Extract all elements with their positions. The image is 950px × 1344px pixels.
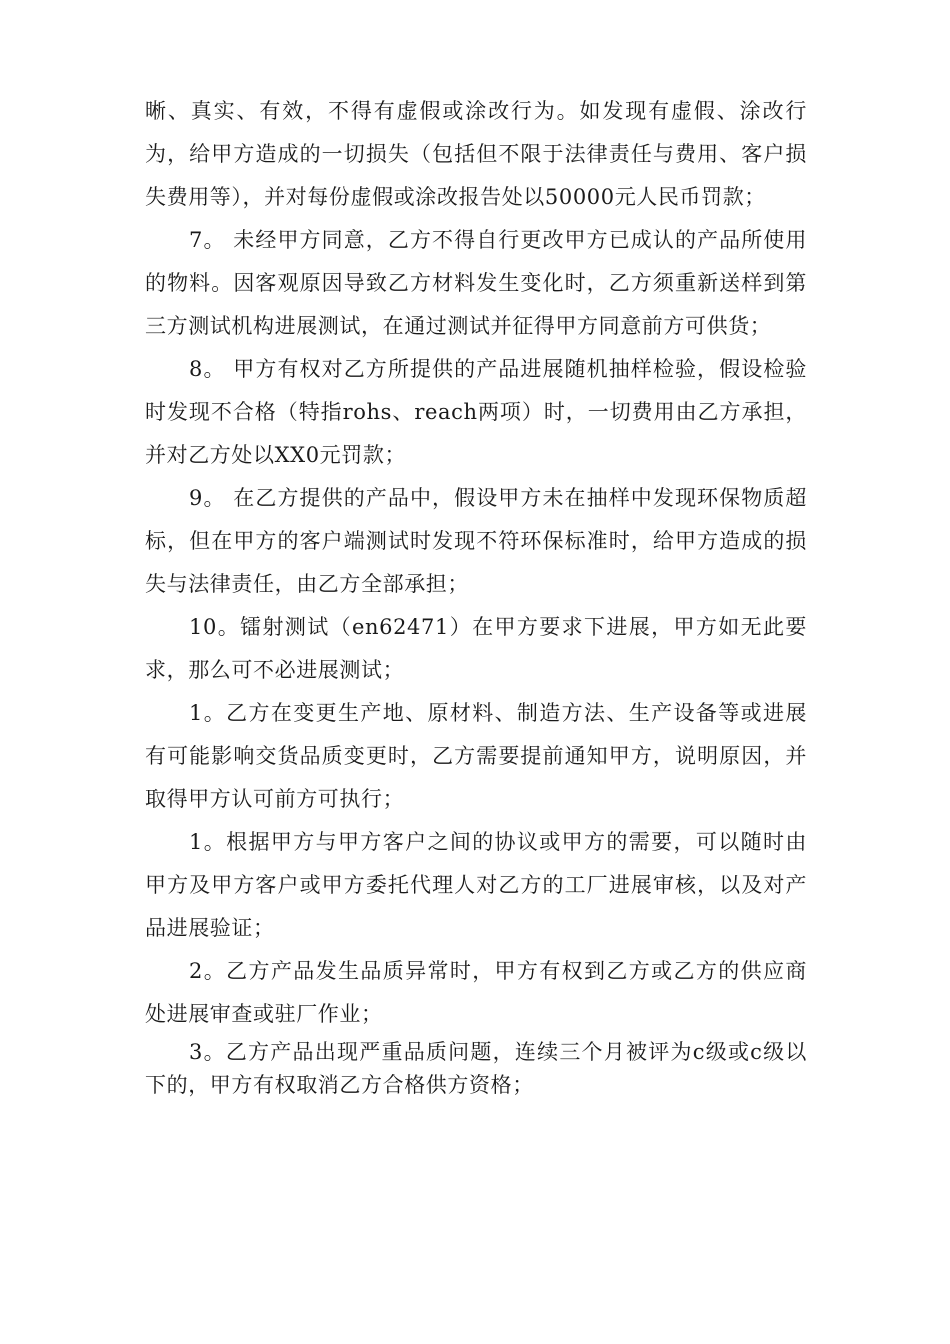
paragraph-item-8: 8。 甲方有权对乙方所提供的产品进展随机抽样检验，假设检验时发现不合格（特指rohs、reach两项）时，一切费用由乙方承担，并对乙方处以XX0元罚款；: [145, 357, 807, 467]
paragraph-disqualification: 3。乙方产品出现严重品质问题，连续三个月被评为c级或c级以下的，甲方有权取消乙方合格供方资格；: [145, 1040, 807, 1097]
document-body: [145, 90, 807, 1102]
paragraph-change-notice: 1。乙方在变更生产地、原材料、制造方法、生产设备等或进展有可能影响交货品质变更时，乙方需要提前通知甲方，说明原因，并取得甲方认可前方可执行；: [145, 701, 807, 811]
paragraph-item-7: 7。 未经甲方同意，乙方不得自行更改甲方已成认的产品所使用的物料。因客观原因导致乙方材料发生变化时，乙方须重新送样到第三方测试机构进展测试，在通过测试并征得甲方同意前方可供货；: [145, 228, 807, 338]
paragraph-item-10: 10。镭射测试（en62471）在甲方要求下进展，甲方如无此要求，那么可不必进展测试；: [145, 615, 807, 682]
paragraph-item-9: 9。 在乙方提供的产品中，假设甲方未在抽样中发现环保物质超标，但在甲方的客户端测试时发现不符环保标准时，给甲方造成的损失与法律责任，由乙方全部承担；: [145, 486, 807, 596]
paragraph-continuation: 晰、真实、有效，不得有虚假或涂改行为。如发现有虚假、涂改行为，给甲方造成的一切损失（包括但不限于法律责任与费用、客户损失费用等），并对每份虚假或涂改报告处以50000元人民币罚款；: [145, 99, 807, 209]
paragraph-audit: 1。根据甲方与甲方客户之间的协议或甲方的需要，可以随时由甲方及甲方客户或甲方委托代理人对乙方的工厂进展审核，以及对产品进展验证；: [145, 830, 807, 940]
paragraph-quality-abnormal: 2。乙方产品发生品质异常时，甲方有权到乙方或乙方的供应商处进展审查或驻厂作业；: [145, 959, 807, 1026]
